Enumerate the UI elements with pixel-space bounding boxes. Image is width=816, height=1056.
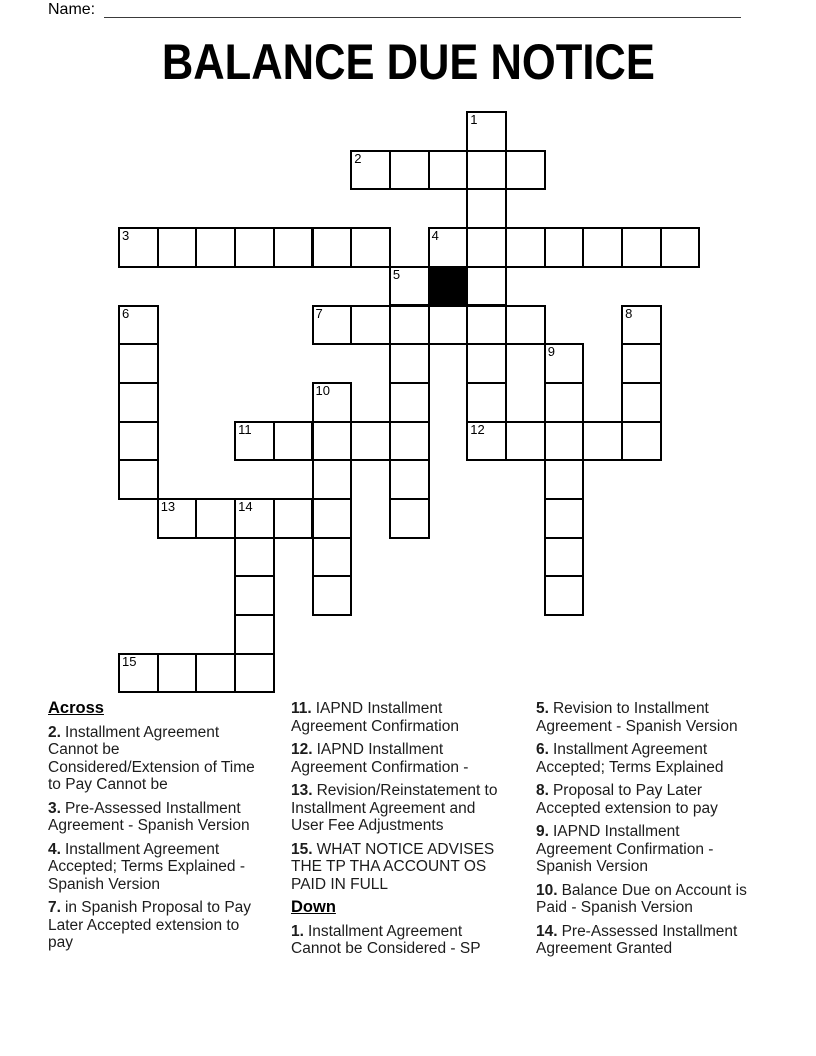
grid-cell[interactable] — [118, 343, 159, 384]
cell-number: 4 — [431, 228, 439, 244]
grid-cell[interactable] — [544, 382, 585, 423]
grid-cell-15[interactable] — [118, 653, 159, 694]
clue-across-3: 3. Pre-Assessed Installment Agreement - Spanish Version — [48, 799, 250, 834]
grid-cell[interactable] — [466, 305, 507, 346]
grid-cell[interactable] — [273, 421, 314, 462]
clue-across-2: 2. Installment Agreement Cannot be Considered/Extension of Time to Pay Cannot be — [48, 723, 255, 793]
grid-cell[interactable] — [544, 575, 585, 616]
clue-down-5: 5. Revision to Installment Agreement - Spanish Version — [536, 700, 738, 735]
grid-cell[interactable] — [195, 227, 236, 268]
grid-cell[interactable] — [466, 382, 507, 423]
cell-number: 7 — [315, 305, 323, 321]
grid-cell-2[interactable] — [350, 150, 391, 191]
grid-cell[interactable] — [505, 421, 546, 462]
grid-cell[interactable] — [312, 575, 353, 616]
grid-cell[interactable] — [505, 150, 546, 191]
clue-column-1 — [48, 700, 263, 958]
grid-cell-1[interactable] — [466, 111, 507, 152]
grid-cell[interactable] — [428, 305, 469, 346]
black-cell — [428, 266, 469, 307]
grid-cell[interactable] — [234, 227, 275, 268]
grid-cell[interactable] — [582, 421, 623, 462]
grid-cell[interactable] — [544, 459, 585, 500]
name-label: Name: — [48, 1, 96, 18]
clue-down-9: 9. IAPND Installment Agreement Confirmation - Spanish Version — [536, 823, 714, 875]
grid-cell-14[interactable] — [234, 498, 275, 539]
clue-across-12: 12. IAPND Installment Agreement Confirmation - — [291, 741, 469, 776]
grid-cell[interactable] — [350, 421, 391, 462]
grid-cell[interactable] — [195, 498, 236, 539]
grid-cell[interactable] — [466, 227, 507, 268]
grid-cell[interactable] — [505, 227, 546, 268]
grid-cell[interactable] — [157, 227, 198, 268]
grid-cell[interactable] — [389, 459, 430, 500]
grid-cell-7[interactable] — [312, 305, 353, 346]
grid-cell[interactable] — [312, 421, 353, 462]
grid-cell[interactable] — [234, 537, 275, 578]
cell-number: 5 — [392, 266, 401, 282]
grid-cell-9[interactable] — [544, 343, 585, 384]
cell-number: 15 — [122, 653, 137, 669]
cell-number: 3 — [122, 228, 130, 244]
grid-cell[interactable] — [234, 614, 275, 655]
grid-cell[interactable] — [312, 537, 353, 578]
grid-cell[interactable] — [621, 382, 662, 423]
clue-down-14: 14. Pre-Assessed Installment Agreement Granted — [536, 922, 738, 957]
grid-cell-5[interactable] — [389, 266, 430, 307]
grid-cell[interactable] — [389, 498, 430, 539]
grid-cell-10[interactable] — [312, 382, 353, 423]
cell-number: 2 — [354, 150, 362, 166]
grid-cell[interactable] — [157, 653, 198, 694]
grid-cell[interactable] — [621, 227, 662, 268]
grid-cell[interactable] — [582, 227, 623, 268]
grid-cell[interactable] — [273, 227, 314, 268]
grid-cell-4[interactable] — [428, 227, 469, 268]
cell-number: 10 — [315, 382, 330, 398]
crossword-grid — [118, 111, 700, 693]
grid-cell[interactable] — [621, 343, 662, 384]
across-header: Across — [48, 699, 104, 717]
grid-cell[interactable] — [118, 459, 159, 500]
grid-cell[interactable] — [466, 150, 507, 191]
grid-cell[interactable] — [273, 498, 314, 539]
grid-cell[interactable] — [544, 498, 585, 539]
grid-cell[interactable] — [312, 459, 353, 500]
grid-cell[interactable] — [544, 537, 585, 578]
cell-number: 12 — [470, 421, 485, 437]
grid-cell[interactable] — [234, 653, 275, 694]
grid-cell[interactable] — [350, 227, 391, 268]
clue-across-7: 7. in Spanish Proposal to Pay Later Accepted extension to pay — [48, 899, 252, 951]
grid-cell[interactable] — [466, 188, 507, 229]
grid-cell-6[interactable] — [118, 305, 159, 346]
down-header: Down — [291, 898, 336, 916]
grid-cell[interactable] — [389, 382, 430, 423]
cell-number: 13 — [160, 499, 176, 514]
grid-cell[interactable] — [389, 343, 430, 384]
cell-number: 14 — [238, 499, 253, 514]
page-title — [0, 33, 816, 91]
grid-cell[interactable] — [428, 150, 469, 191]
grid-cell-8[interactable] — [621, 305, 662, 346]
grid-cell[interactable] — [195, 653, 236, 694]
grid-cell[interactable] — [544, 421, 585, 462]
clue-down-8: 8. Proposal to Pay Later Accepted extension to pay — [536, 782, 718, 817]
clue-across-11: 11. IAPND Installment Agreement Confirmation — [291, 700, 459, 735]
clue-down-10: 10. Balance Due on Account is Paid - Spanish Version — [536, 881, 747, 916]
grid-cell[interactable] — [544, 227, 585, 268]
cell-number: 8 — [625, 305, 633, 321]
grid-cell[interactable] — [312, 498, 353, 539]
clue-down-6: 6. Installment Agreement Accepted; Terms Explained — [536, 741, 724, 776]
grid-cell[interactable] — [621, 421, 662, 462]
grid-cell[interactable] — [118, 421, 159, 462]
cell-number: 6 — [122, 305, 130, 321]
clue-down-1: 1. Installment Agreement Cannot be Considered - SP — [291, 922, 481, 957]
clue-across-13: 13. Revision/Reinstatement to Installment Agreement and User Fee Adjustments — [291, 782, 498, 834]
grid-cell-11[interactable] — [234, 421, 275, 462]
clue-column-3 — [536, 700, 751, 964]
page-title-text: BALANCE DUE NOTICE — [161, 34, 655, 90]
grid-cell[interactable] — [312, 227, 353, 268]
grid-cell[interactable] — [350, 305, 391, 346]
cell-number: 1 — [470, 112, 478, 127]
grid-cell-13[interactable] — [157, 498, 198, 539]
grid-cell[interactable] — [234, 575, 275, 616]
grid-cell-3[interactable] — [118, 227, 159, 268]
clue-across-4: 4. Installment Agreement Accepted; Terms Explained - Spanish Version — [48, 840, 246, 893]
clue-across-15: 15. WHAT NOTICE ADVISES THE TP THA ACCOUNT OS PAID IN FULL — [291, 840, 495, 893]
grid-cell[interactable] — [389, 305, 430, 346]
clue-column-2 — [291, 700, 506, 964]
grid-cell[interactable] — [118, 382, 159, 423]
grid-cell[interactable] — [466, 343, 507, 384]
grid-cell-12[interactable] — [466, 421, 507, 462]
cell-number: 9 — [547, 344, 555, 360]
grid-cell[interactable] — [389, 421, 430, 462]
grid-cell[interactable] — [505, 305, 546, 346]
grid-cell[interactable] — [389, 150, 430, 191]
grid-cell[interactable] — [660, 227, 701, 268]
grid-cell[interactable] — [466, 266, 507, 307]
name-blank-line[interactable] — [104, 0, 741, 18]
cell-number: 11 — [238, 421, 252, 437]
